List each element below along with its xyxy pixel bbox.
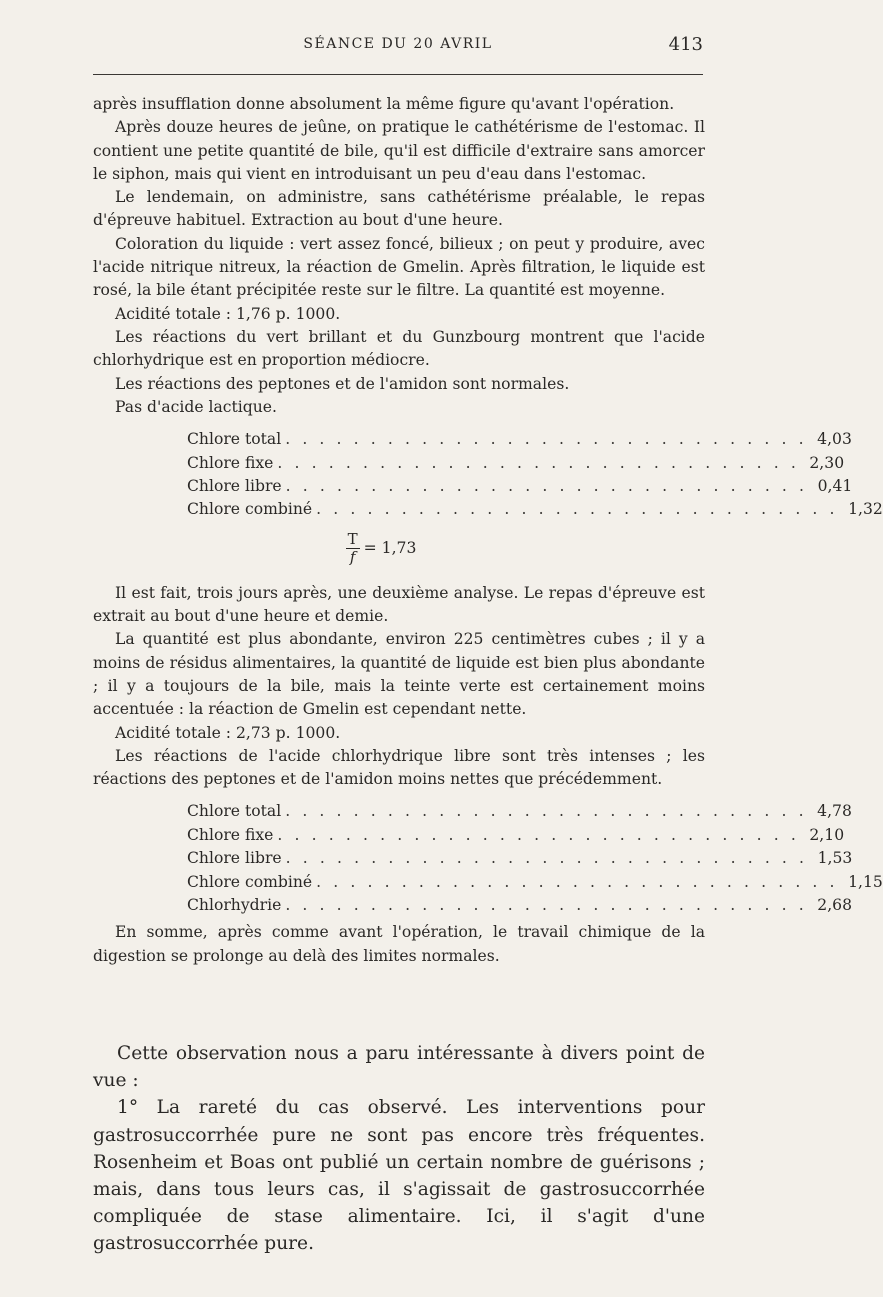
row-value: 2,10 — [809, 825, 845, 844]
paragraph: Il est fait, trois jours après, une deuxième analyse. Le repas d'épreuve est extrait au bout d'une heure et demie. — [93, 583, 705, 626]
paragraph: après insufflation donne absolument la même figure qu'avant l'opération. — [93, 95, 675, 113]
row-label: Chlore libre — [187, 849, 282, 868]
leader-dots: . . . . . . . . . . . . . . . . . . . . . . . . . . . . . . . — [316, 500, 839, 519]
fraction — [346, 531, 360, 566]
leader-dots: . . . . . . . . . . . . . . . . . . . . . . . . . . . . . . . — [277, 825, 800, 844]
table-row — [187, 800, 852, 823]
chlorine-table-second-analysis — [187, 800, 883, 917]
row-label: Chlore total — [187, 430, 282, 449]
table-row — [187, 894, 853, 917]
leader-dots: . . . . . . . . . . . . . . . . . . . . . . . . . . . . . . . — [277, 453, 800, 472]
paragraph: Coloration du liquide : vert assez foncé, bilieux ; on peut y produire, avec l'acide nitrique nitreux, la réaction de Gmelin. Après filtration, le liquide est rosé, la bile étant précipitée reste sur le filtre. La quantité est moyenne. — [93, 234, 705, 300]
table-row — [187, 475, 853, 498]
paragraph: Cette observation nous a paru intéressante à divers point de vue : — [93, 1043, 705, 1092]
leader-dots: . . . . . . . . . . . . . . . . . . . . . . . . . . . . . . . — [285, 895, 808, 914]
body-text — [93, 93, 883, 968]
table-row — [187, 428, 852, 451]
row-label: Chlore fixe — [187, 453, 274, 472]
row-value: 4,03 — [817, 430, 852, 449]
formula-result: = 1,73 — [363, 539, 417, 558]
paragraph: 1° La rareté du cas observé. Les interventions pour gastrosuccorrhée pure ne sont pas encore très fréquentes. Rosenheim et Boas ont publié un certain nombre de guérisons ; mais, dans tous leurs cas, il s'agissait de gastrosuccorrhée compliquée de stase alimentaire. Ici, il s'agit d'une gastrosuccorrhée pure. — [93, 1097, 705, 1255]
row-value: 1,32 — [848, 500, 883, 519]
leader-dots: . . . . . . . . . . . . . . . . . . . . . . . . . . . . . . . — [285, 802, 808, 821]
row-value: 1,15 — [848, 872, 883, 891]
row-label: Chlore fixe — [187, 825, 274, 844]
paragraph: Acidité totale : 1,76 p. 1000. — [115, 304, 341, 323]
page-number: 413 — [668, 34, 703, 55]
row-value: 4,78 — [817, 802, 852, 821]
running-head-title: SÉANCE DU 20 AVRIL — [303, 36, 493, 52]
running-head — [93, 34, 703, 58]
paragraph: Les réactions du vert brillant et du Gunzbourg montrent que l'acide chlorhydrique est en proportion médiocre. — [93, 327, 705, 370]
row-label: Chlore libre — [187, 476, 282, 495]
leader-dots: . . . . . . . . . . . . . . . . . . . . . . . . . . . . . . . — [316, 872, 839, 891]
paragraph: La quantité est plus abondante, environ 225 centimètres cubes ; il y a moins de résidus alimentaires, la quantité de liquide est bien plus abondante ; il y a toujours de la bile, mais la teinte verte est certainement moins accentuée : la réaction de Gmelin est cependant nette. — [93, 630, 705, 719]
chlorine-table-first-analysis — [187, 428, 883, 522]
table-row — [187, 452, 845, 475]
paragraph: En somme, après comme avant l'opération, le travail chimique de la digestion se prolonge au delà des limites normales. — [93, 923, 705, 965]
paragraph: Le lendemain, on administre, sans cathétérisme préalable, le repas d'épreuve habituel. Extraction au bout d'une heure. — [93, 188, 705, 230]
table-row — [187, 498, 883, 521]
row-value: 1,53 — [817, 849, 853, 868]
table-row — [187, 824, 845, 847]
header-rule — [93, 74, 703, 75]
fraction-numerator: T — [347, 530, 358, 549]
table-row — [187, 871, 883, 894]
row-value: 0,41 — [817, 476, 853, 495]
row-label: Chlore combiné — [187, 500, 313, 519]
table-row — [187, 847, 853, 870]
leader-dots: . . . . . . . . . . . . . . . . . . . . . . . . . . . . . . . — [285, 476, 808, 495]
row-label: Chlorhydrie — [187, 895, 282, 914]
row-label: Chlore combiné — [187, 872, 313, 891]
row-value: 2,30 — [809, 453, 845, 472]
conclusion-section — [93, 1040, 705, 1258]
paragraph: Les réactions de l'acide chlorhydrique libre sont très intenses ; les réactions des peptones et de l'amidon moins nettes que précédemment. — [93, 746, 705, 789]
paragraph: Pas d'acide lactique. — [115, 397, 277, 416]
fraction-denominator: f — [349, 548, 356, 567]
paragraph: Acidité totale : 2,73 p. 1000. — [115, 723, 341, 742]
leader-dots: . . . . . . . . . . . . . . . . . . . . . . . . . . . . . . . — [285, 849, 808, 868]
paragraph: Les réactions des peptones et de l'amidon sont normales. — [115, 374, 570, 393]
row-value: 2,68 — [817, 895, 853, 914]
ratio-formula — [57, 526, 705, 572]
row-label: Chlore total — [187, 802, 282, 821]
leader-dots: . . . . . . . . . . . . . . . . . . . . . . . . . . . . . . . — [285, 430, 808, 449]
paragraph: Après douze heures de jeûne, on pratique le cathétérisme de l'estomac. Il contient une petite quantité de bile, qu'il est difficile d'extraire sans amorcer le siphon, mais qui vient en introduisant un peu d'eau dans l'estomac. — [93, 118, 705, 183]
